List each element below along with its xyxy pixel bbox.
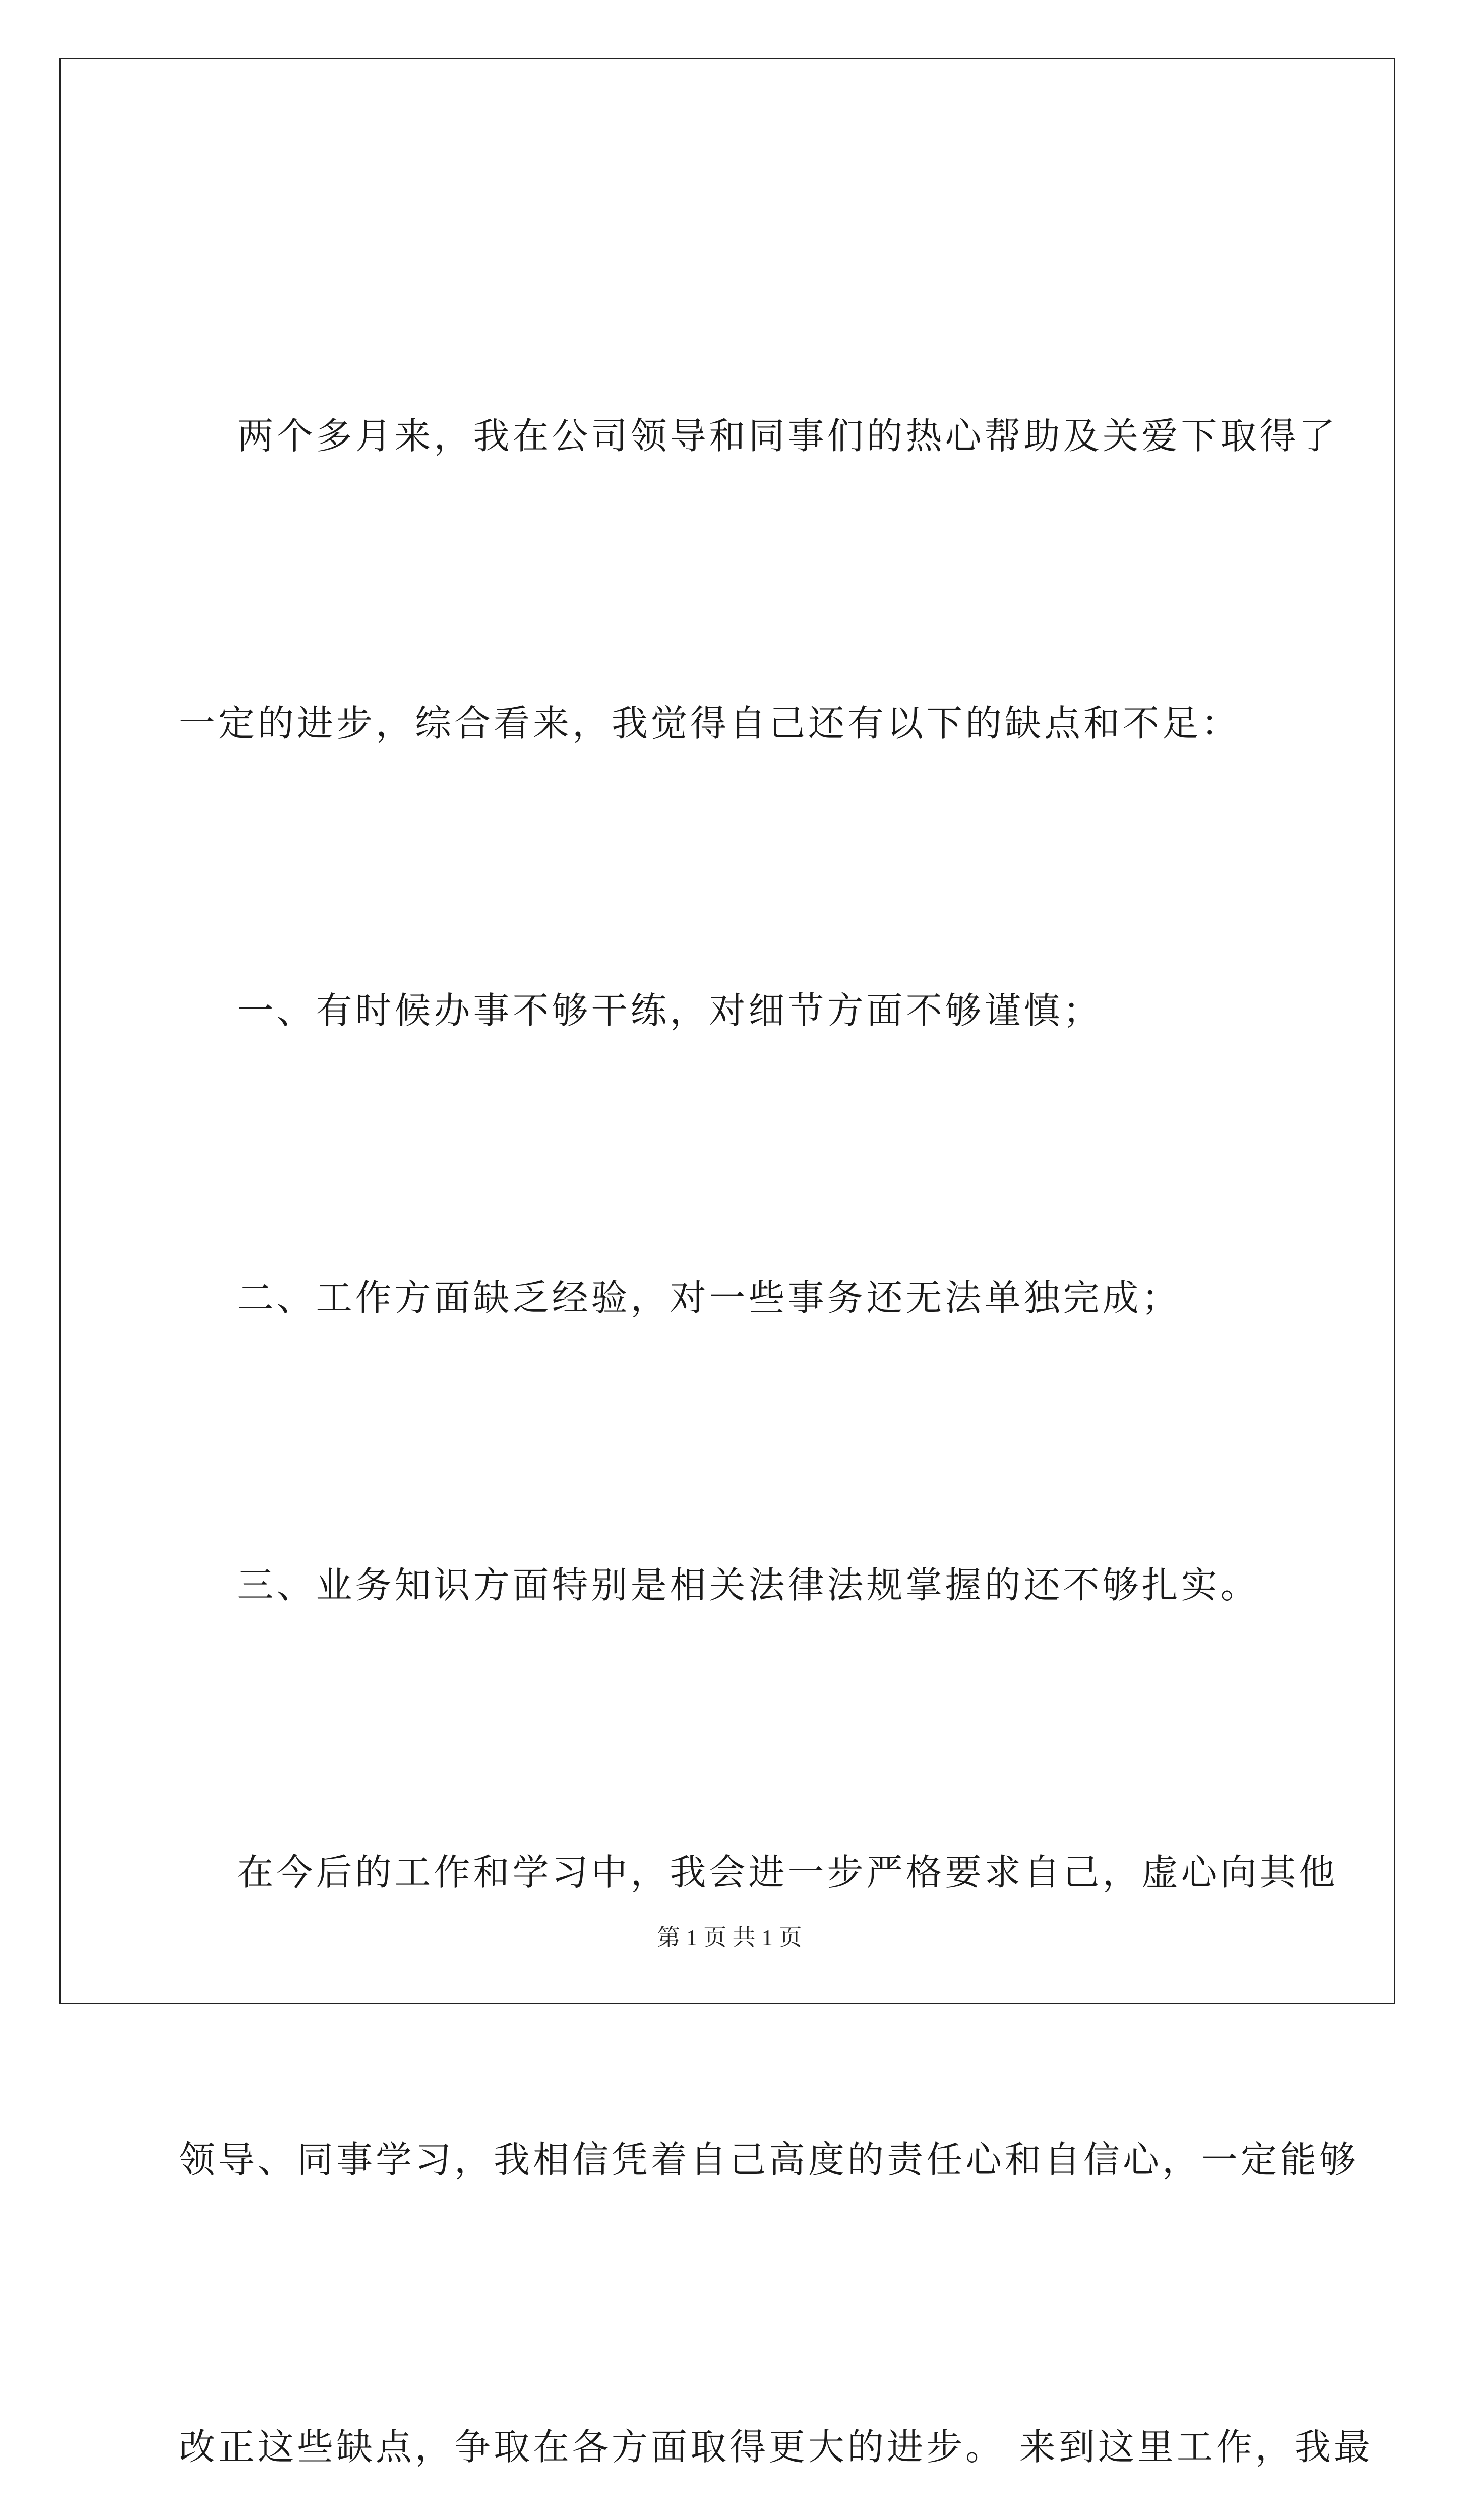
text-line-2: 一定的进步，综合看来，我觉得自己还有以下的缺点和不足： [179,702,1241,744]
document-body [179,197,1373,2520]
text-line-5: 三、业务知识方面特别是相关法律法规掌握的还不够扎实。 [179,1564,1260,1606]
text-line-6: 在今后的工作和学习中，我会进一步严格要求自己，虚心向其他 [179,1851,1339,1894]
text-line-4: 二、工作方面缺乏经验，对一些事务还无法单独完成； [179,1277,1181,1319]
text-line-8: 改正这些缺点，争取在各方面取得更大的进步。 来到这里工作，我最 [179,2426,1373,2468]
text-line-7: 领导、同事学习，我相信凭着自己高度的责任心和自信心，一定能够 [179,2138,1359,2181]
text-line-1: 两个多月来，我在公司领导和同事们的热心帮助及关爱下取得了 [179,415,1339,457]
text-line-3: 一、有时候办事不够干练，对细节方面不够谨慎； [179,989,1103,1032]
page-number-footer: 第 1 页 共 1 页 [657,1925,802,1950]
